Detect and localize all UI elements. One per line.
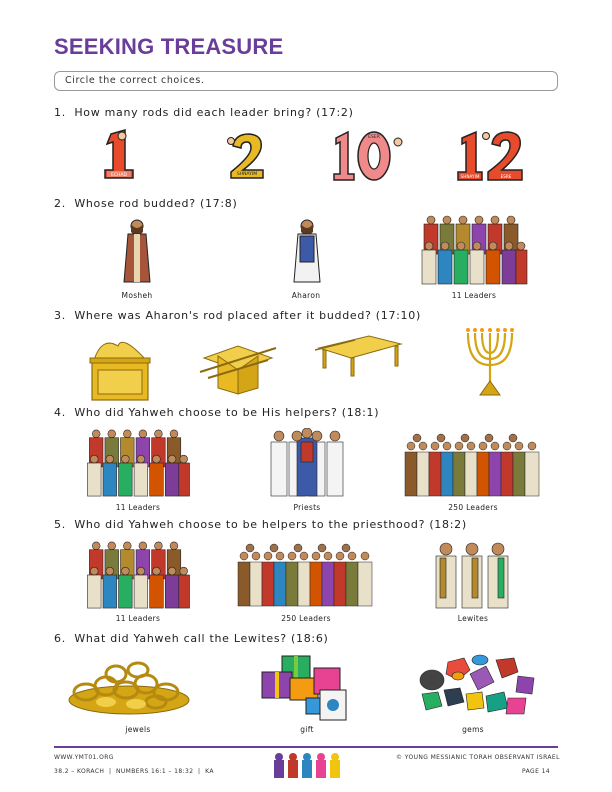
footer-parsha-text: 38.2 – KORACH xyxy=(54,768,105,775)
question-text: Where was Aharon's rod placed after it budded? (17:10) xyxy=(74,309,421,322)
numeral-label: SHNAYIM xyxy=(236,172,258,177)
menorah-option[interactable] xyxy=(462,325,518,397)
footer-website[interactable]: WWW.YMT01.ORG xyxy=(54,754,114,761)
numeral-label: ESER xyxy=(368,135,380,140)
question-4 xyxy=(54,406,379,419)
numeral-two-option[interactable] xyxy=(225,132,270,182)
question-number: 1. xyxy=(54,106,66,119)
eleven-leaders-group[interactable] xyxy=(84,428,192,498)
question-number: 5. xyxy=(54,518,66,531)
footer-parsha: 38.2 – KORACH | NUMBERS 16:1 – 18:32 | KA xyxy=(54,768,214,775)
caption-two-hundred-fifty-leaders: 250 Leaders xyxy=(281,614,331,623)
numeral-label: ESRE xyxy=(500,174,512,179)
numeral-ten-option[interactable] xyxy=(330,128,408,183)
caption-eleven-leaders: 11 Leaders xyxy=(451,291,497,300)
table-option[interactable] xyxy=(315,332,405,378)
question-number: 6. xyxy=(54,632,66,645)
logo-figures xyxy=(272,752,342,780)
footer-reference: NUMBERS 16:1 – 18:32 xyxy=(116,768,194,775)
caption-eleven-leaders: 11 Leaders xyxy=(115,503,161,512)
caption-two-hundred-fifty-leaders: 250 Leaders xyxy=(448,503,498,512)
footer-copyright: © YOUNG MESSIANIC TORAH OBSERVANT ISRAEL xyxy=(396,754,560,761)
caption-gems: gems xyxy=(462,725,484,734)
question-text: How many rods did each leader bring? (17:2) xyxy=(74,106,354,119)
footer-divider xyxy=(54,746,558,748)
question-3 xyxy=(54,309,421,322)
question-2 xyxy=(54,197,237,210)
question-number: 2. xyxy=(54,197,66,210)
footer-level: KA xyxy=(205,768,214,775)
priests-group[interactable] xyxy=(267,428,347,498)
eleven-leaders-group[interactable] xyxy=(420,214,528,286)
question-number: 4. xyxy=(54,406,66,419)
caption-aharon: Aharon xyxy=(291,291,321,300)
question-text: What did Yahweh call the Lewites? (18:6) xyxy=(74,632,329,645)
caption-mosheh: Mosheh xyxy=(121,291,153,300)
question-6 xyxy=(54,632,329,645)
question-number: 3. xyxy=(54,309,66,322)
gift-option[interactable] xyxy=(258,650,358,722)
question-text: Whose rod budded? (17:8) xyxy=(74,197,238,210)
eleven-leaders-group[interactable] xyxy=(84,540,192,610)
gems-option[interactable] xyxy=(414,652,540,718)
caption-jewels: jewels xyxy=(125,725,151,734)
question-text: Who did Yahweh choose to be helpers to the priesthood? (18:2) xyxy=(74,518,467,531)
numeral-one-option[interactable] xyxy=(95,126,145,181)
lewites-group[interactable] xyxy=(432,540,512,610)
question-1 xyxy=(54,106,354,119)
aharon-figure[interactable] xyxy=(290,218,324,286)
two-hundred-fifty-leaders-group[interactable] xyxy=(403,432,543,498)
page-title: SEEKING TREASURE xyxy=(54,34,284,59)
instruction-box: Circle the correct choices. xyxy=(54,71,558,91)
footer-page-number: PAGE 14 xyxy=(522,768,551,775)
altar-option[interactable] xyxy=(198,330,278,396)
numeral-label: ECHAD xyxy=(111,173,127,178)
caption-gift: gift xyxy=(300,725,314,734)
caption-lewites: Lewites xyxy=(457,614,489,623)
caption-priests: Priests xyxy=(293,503,321,512)
question-text: Who did Yahweh choose to be His helpers? (18:1) xyxy=(74,406,380,419)
question-5 xyxy=(54,518,467,531)
ark-option[interactable] xyxy=(88,330,152,402)
two-hundred-fifty-leaders-group[interactable] xyxy=(236,542,376,608)
caption-eleven-leaders: 11 Leaders xyxy=(115,614,161,623)
mosheh-figure[interactable] xyxy=(120,218,154,286)
numeral-twelve-option[interactable] xyxy=(456,128,534,183)
numeral-label: SHNAYIM xyxy=(460,174,480,179)
jewels-option[interactable] xyxy=(66,656,192,716)
